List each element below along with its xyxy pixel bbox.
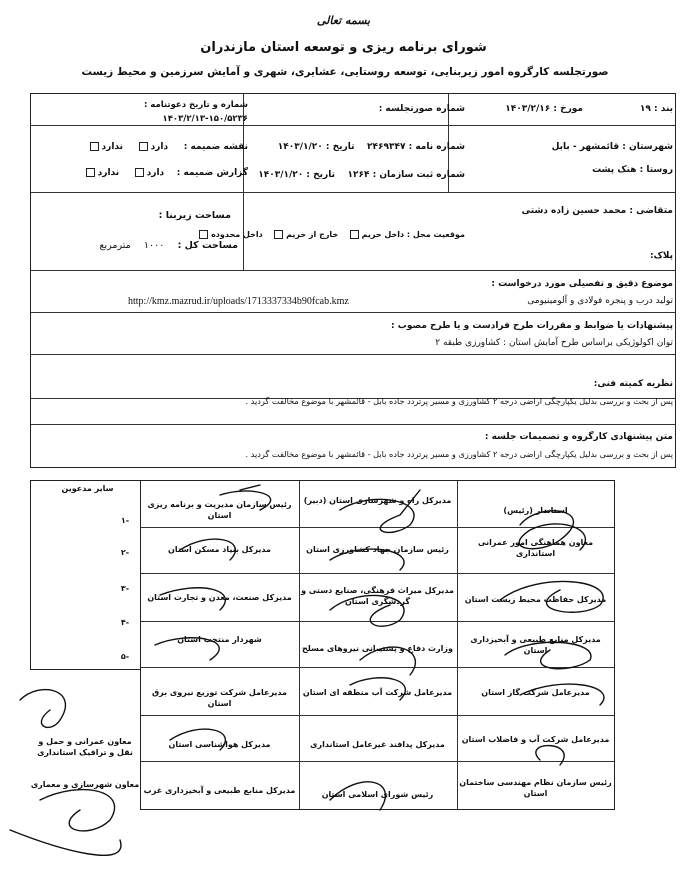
applicant: متقاضی : محمد حسین زاده دشتی bbox=[521, 206, 673, 216]
decision-title: متن پیشنهادی کارگروه و تصمیمات جلسه : bbox=[484, 432, 673, 442]
sig-deputy-civil: معاون هماهنگی امور عمرانی استانداری bbox=[477, 538, 594, 558]
proposal-text: توان اکولوژیکی براساس طرح آمایش استان : کشاورزی طبقه ۲ bbox=[435, 338, 673, 348]
other-invitee-4: -۴ bbox=[120, 618, 130, 627]
proposal-title: پیشنهادات یا ضوابط و مقررات طرح فرادست و یا طرح مصوب : bbox=[391, 321, 673, 331]
minutes-subtitle: صورتجلسه کارگروه امور زیربنایی، توسعه روستایی، عشایری، شهری و آمایش سرزمین و محیط زیست bbox=[81, 66, 609, 78]
other-invitee-2: -۲ bbox=[120, 548, 130, 557]
sig-water-waste: مدیرعامل شرکت آب و فاضلاب استان bbox=[461, 735, 610, 744]
location-inside: موقعیت محل : داخل حریم bbox=[361, 230, 465, 239]
inside-checkbox[interactable] bbox=[350, 230, 359, 239]
sig-engineering-org: رئیس سازمان نظام مهندسی ساختمان استان bbox=[459, 778, 612, 798]
sig-mayor: شهردار منتخب استان bbox=[177, 635, 262, 644]
decision-text: پس از بحث و بررسی بدلیل یکپارچگی اراضی درجه ۲ کشاورزی و مسیر پرتردد جاده بابل - قائمشهر با موضوع مخالفت گردید . bbox=[245, 449, 673, 459]
map-has-not-checkbox[interactable] bbox=[90, 142, 99, 151]
sig-planning-org: رئیس سازمان مدیریت و برنامه ریزی استان bbox=[147, 500, 292, 520]
letter-number: شماره نامه : ۲۴۶۹۳۴۷ bbox=[367, 142, 465, 152]
total-area-label: مساحت کل : bbox=[177, 240, 238, 251]
kmz-link[interactable]: http://kmz.mazrud.ir/uploads/1713337334b90fcab.kmz bbox=[128, 296, 349, 307]
report-has-not-checkbox[interactable] bbox=[86, 168, 95, 177]
deputy-civil-transport: معاون عمرانی و حمل و نقل و ترافیک استانداری bbox=[37, 737, 133, 757]
request-text: تولید درب و پنجره فولادی و آلومینیومی bbox=[527, 296, 673, 306]
map-attachment-label: نقشه ضمیمه : bbox=[183, 142, 248, 152]
other-invitees-box bbox=[30, 480, 140, 670]
sig-natural-resources-west: مدیرکل منابع طبیعی و آبخیزداری غرب bbox=[143, 786, 296, 795]
sig-industry: مدیرکل صنعت، معدن و تجارت استان bbox=[147, 593, 292, 602]
other-invitee-5: -۵ bbox=[120, 652, 130, 661]
org-register-number: شماره ثبت سازمان : ۱۲۶۴ bbox=[347, 170, 465, 180]
sig-regional-water: مدیرعامل شرکت آب منطقه ای استان bbox=[302, 688, 453, 697]
map-has: دارد bbox=[150, 142, 169, 152]
area-unit: مترمربع bbox=[99, 240, 131, 251]
other-invitees-title: سایر مدعوین bbox=[61, 484, 114, 493]
infra-area-label: مساحت زیربنا : bbox=[158, 210, 231, 221]
tech-opinion-text: پس از بحث و بررسی بدلیل یکپارچگی اراضی درجه ۲ کشاورزی و مسیر پرتردد جاده بابل - قائمشهر با موضوع مخالفت گردید . bbox=[245, 396, 673, 406]
other-invitee-1: -۱ bbox=[120, 516, 130, 525]
letter-date: تاریخ : ۱۴۰۳/۱/۲۰ bbox=[277, 142, 355, 152]
report-attachment-label: گزارش ضمیمه : bbox=[176, 168, 248, 178]
map-has-not: ندارد bbox=[101, 142, 124, 152]
sig-environment: مدیرکل حفاظت محیط زیست استان bbox=[464, 595, 607, 604]
map-has-checkbox[interactable] bbox=[139, 142, 148, 151]
sig-defense: وزارت دفاع و پشتیبانی نیروهای مسلح bbox=[302, 644, 453, 653]
council-title: شورای برنامه ریزی و توسعه استان مازندران bbox=[200, 40, 487, 55]
sig-islamic-council: رئیس شورای اسلامی استان bbox=[321, 790, 434, 799]
invitation-label: شماره و تاریخ دعوتنامه : bbox=[143, 100, 248, 110]
other-invitee-3: -۳ bbox=[120, 584, 130, 593]
basmala: بسمه تعالی bbox=[316, 14, 371, 27]
report-has-checkbox[interactable] bbox=[135, 168, 144, 177]
sig-roads-secretary: مدیرکل راه و شهرسازی استان (دبیر) bbox=[303, 496, 452, 505]
city: شهرستان : قائمشهر - بابل bbox=[551, 142, 673, 152]
org-register-date: تاریخ : ۱۴۰۳/۱/۲۰ bbox=[258, 170, 335, 180]
sig-housing-foundation: مدیرکل بنیاد مسکن استان bbox=[168, 545, 271, 554]
sig-agriculture: رئیس سازمان جهاد کشاورزی استان bbox=[306, 545, 449, 554]
inside-boundary-checkbox[interactable] bbox=[199, 230, 208, 239]
sig-passive-defense: مدیرکل پدافند غیرعامل استانداری bbox=[310, 740, 445, 749]
sig-gas-company: مدیرعامل شرکت گاز استان bbox=[481, 688, 590, 697]
outside-checkbox[interactable] bbox=[274, 230, 283, 239]
sig-power-distribution: مدیرعامل شرکت توزیع نیروی برق استان bbox=[152, 688, 287, 708]
item-number: بند : ۱۹ bbox=[639, 104, 673, 114]
plaque: پلاک: bbox=[649, 251, 673, 261]
sig-meteorology: مدیرکل هواشناسی استان bbox=[168, 740, 271, 749]
meeting-date: مورخ : ۱۴۰۳/۲/۱۶ bbox=[505, 104, 583, 114]
minutes-number-label: شماره صورتجلسه : bbox=[378, 104, 465, 114]
location-inside-boundary: داخل محدوده bbox=[211, 230, 263, 239]
deputy-urban-architecture: معاون شهرسازی و معماری bbox=[30, 780, 140, 789]
sig-natural-resources: مدیرکل منابع طبیعی و آبخیزداری استان bbox=[470, 635, 601, 655]
sig-governor: استاندار (رئیس) bbox=[503, 506, 568, 515]
tech-opinion-title: نظریه کمیته فنی: bbox=[593, 379, 673, 389]
village: روستا : هنک پشت bbox=[592, 165, 673, 175]
report-has-not: ندارد bbox=[97, 168, 120, 178]
request-title: موضوع دقیق و تفصیلی مورد درخواست : bbox=[491, 279, 673, 289]
sig-cultural-heritage: مدیرکل میراث فرهنگی، صنایع دستی و گردشگری استان bbox=[301, 586, 454, 606]
invitation-value: ۱۴۰۳/۲/۱۳-۱۵۰/۵۲۳۶ bbox=[162, 114, 248, 124]
location-outside: خارج از حریم bbox=[286, 230, 339, 239]
report-has: دارد bbox=[146, 168, 165, 178]
total-area-value: ۱۰۰۰ bbox=[143, 240, 165, 251]
